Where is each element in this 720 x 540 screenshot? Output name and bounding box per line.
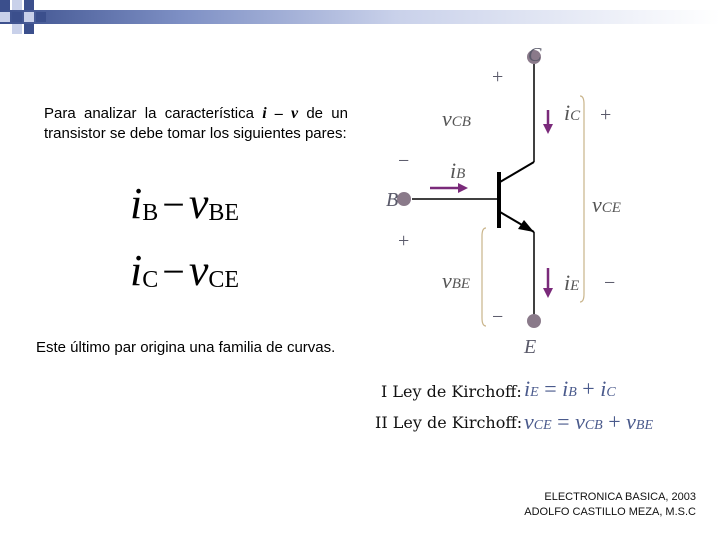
intro-suffix: de un transistor se debe tomar los siguientes pares: (44, 105, 348, 142)
pair2-left-sub: C (142, 267, 159, 293)
ic-label: iC (564, 100, 581, 125)
pair1-left-sub: B (142, 200, 159, 226)
footer-line-1: ELECTRONICA BASICA, 2003 (544, 491, 696, 503)
first-law-label: I Ley de Kirchoff: (381, 382, 522, 401)
vce-minus: − (604, 272, 616, 294)
vcb-minus: − (398, 150, 410, 172)
vcb-label: vCB (442, 106, 471, 131)
ie-arrow-head (543, 288, 553, 298)
pair2-right-sub: CE (208, 267, 240, 293)
ib-label: iB (450, 158, 466, 183)
emitter-terminal (527, 314, 541, 328)
first-law-equation: iE = iB + iC (524, 376, 616, 401)
pair1-left-var: i (130, 179, 143, 228)
base-terminal (397, 192, 411, 206)
ie-label: iE (564, 270, 580, 295)
intro-iv: i – v (262, 105, 299, 122)
vce-bracket (580, 96, 584, 302)
vce-label: vCE (592, 192, 621, 217)
base-label: B (386, 189, 399, 211)
vbe-plus: + (398, 230, 410, 252)
vce-plus: + (600, 104, 612, 126)
pair1-right-sub: BE (208, 200, 240, 226)
vcb-plus: + (492, 66, 504, 88)
emitter-label: E (524, 336, 537, 358)
collector-label: C (528, 44, 542, 66)
pair2-op: − (162, 249, 185, 294)
vbe-bracket (482, 228, 486, 326)
collector-lead (500, 162, 534, 182)
vbe-label: vBE (442, 268, 471, 293)
vbe-minus: − (492, 306, 504, 328)
conclusion-text: Este último par origina una familia de curvas. (36, 339, 336, 356)
ic-arrow-head (543, 124, 553, 134)
pair1-right-var: v (188, 179, 209, 228)
intro-prefix: Para analizar la característica (44, 105, 263, 122)
pair2-left-var: i (130, 246, 143, 295)
emitter-arrow (518, 220, 534, 232)
slide-footer (524, 490, 696, 520)
second-law-label: II Ley de Kirchoff: (375, 413, 523, 432)
pair1-op: − (162, 182, 185, 227)
second-law-equation: vCE = vCB + vBE (524, 409, 654, 434)
ib-arrow-head (458, 183, 468, 193)
footer-line-2: ADOLFO CASTILLO MEZA, M.S.C (524, 506, 696, 518)
pair2-right-var: v (188, 246, 209, 295)
